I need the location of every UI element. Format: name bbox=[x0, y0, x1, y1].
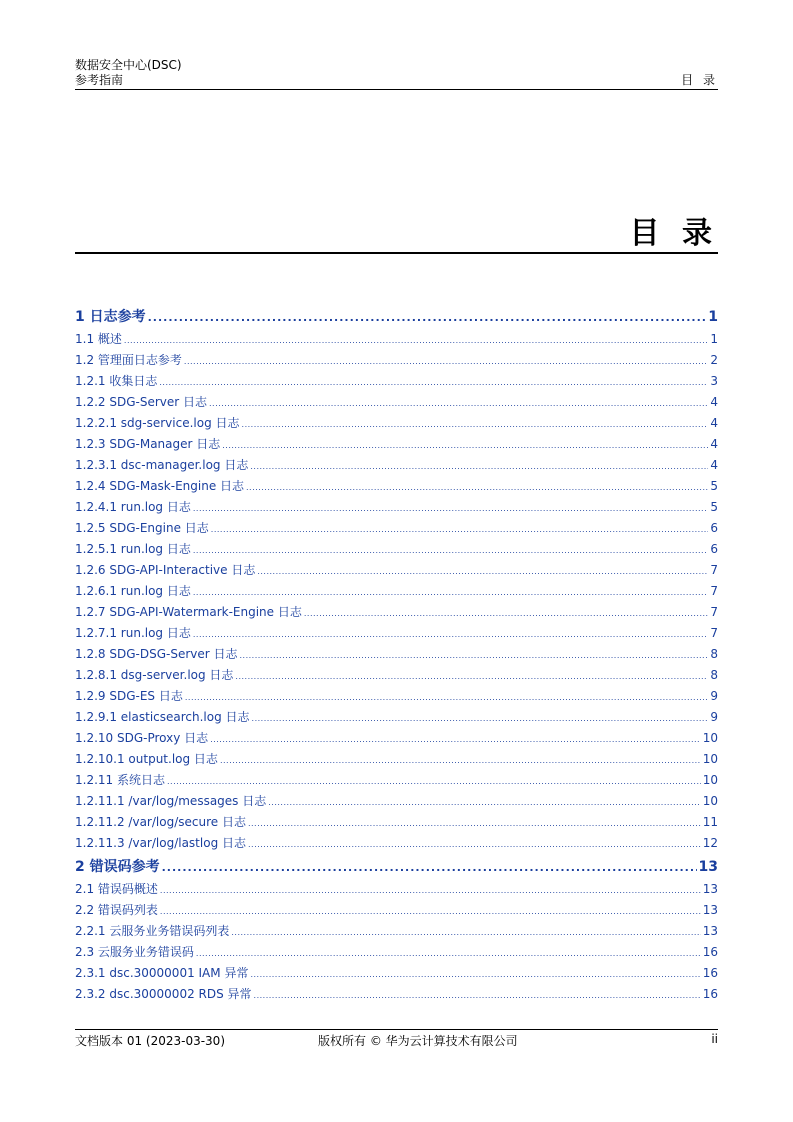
toc-leader-dots bbox=[184, 350, 708, 372]
toc-entry[interactable] bbox=[75, 900, 718, 921]
toc-entry-label: 1.2.4 SDG-Mask-Engine 日志 bbox=[75, 479, 245, 493]
toc-entry-page-number: 9 bbox=[710, 689, 718, 703]
toc-leader-dots bbox=[185, 686, 709, 708]
toc-entry-page-number: 2 bbox=[710, 353, 718, 367]
toc-leader-dots bbox=[196, 942, 701, 964]
toc-entry-label: 2.3.1 dsc.30000001 IAM 异常 bbox=[75, 966, 249, 980]
toc-entry-label: 1 日志参考 bbox=[75, 309, 146, 325]
toc-entry[interactable] bbox=[75, 686, 718, 707]
toc-entry[interactable] bbox=[75, 856, 718, 879]
toc-entry-page-number: 12 bbox=[702, 836, 718, 850]
toc-entry[interactable] bbox=[75, 728, 718, 749]
title-divider bbox=[75, 252, 718, 254]
toc-leader-dots bbox=[210, 728, 701, 750]
toc-entry-label: 1.2.9 SDG-ES 日志 bbox=[75, 689, 183, 703]
toc-entry-label: 1.2.10.1 output.log 日志 bbox=[75, 752, 218, 766]
toc-entry[interactable] bbox=[75, 984, 718, 1005]
toc-entry-label: 1.2.5 SDG-Engine 日志 bbox=[75, 521, 209, 535]
toc-entry-label: 1.2.2 SDG-Server 日志 bbox=[75, 395, 208, 409]
toc-leader-dots bbox=[160, 879, 701, 901]
toc-leader-dots bbox=[193, 623, 708, 645]
toc-entry-page-number: 7 bbox=[710, 584, 718, 598]
toc-entry-page-number: 9 bbox=[710, 710, 718, 724]
toc-entry-label: 1.2.6.1 run.log 日志 bbox=[75, 584, 191, 598]
toc-entry-page-number: 6 bbox=[710, 521, 718, 535]
header-product-name: 数据安全中心(DSC) bbox=[75, 58, 182, 72]
toc-entry-page-number: 5 bbox=[710, 500, 718, 514]
toc-entry-label: 1.2.3 SDG-Manager 日志 bbox=[75, 437, 221, 451]
toc-entry-label: 1.2.7.1 run.log 日志 bbox=[75, 626, 191, 640]
toc-entry[interactable] bbox=[75, 350, 718, 371]
toc-entry[interactable] bbox=[75, 581, 718, 602]
toc-entry-label: 1.2.2.1 sdg-service.log 日志 bbox=[75, 416, 240, 430]
toc-entry[interactable] bbox=[75, 833, 718, 854]
toc-entry-page-number: 16 bbox=[702, 945, 718, 959]
toc-entry[interactable] bbox=[75, 963, 718, 984]
toc-entry-label: 1.2.7 SDG-API-Watermark-Engine 日志 bbox=[75, 605, 302, 619]
toc-entry[interactable] bbox=[75, 497, 718, 518]
toc-leader-dots bbox=[193, 581, 708, 603]
toc-leader-dots bbox=[167, 770, 701, 792]
table-of-contents bbox=[75, 306, 718, 1005]
toc-entry-label: 1.2.11 系统日志 bbox=[75, 773, 165, 787]
toc-entry-page-number: 4 bbox=[710, 395, 718, 409]
toc-entry-page-number: 13 bbox=[702, 903, 718, 917]
toc-entry-page-number: 4 bbox=[710, 416, 718, 430]
toc-leader-dots bbox=[162, 856, 697, 879]
toc-entry[interactable] bbox=[75, 434, 718, 455]
toc-entry[interactable] bbox=[75, 707, 718, 728]
toc-entry-label: 1.2.11.3 /var/log/lastlog 日志 bbox=[75, 836, 246, 850]
toc-leader-dots bbox=[160, 900, 701, 922]
toc-entry-page-number: 1 bbox=[710, 332, 718, 346]
toc-leader-dots bbox=[248, 833, 701, 855]
toc-entry-label: 1.2.8.1 dsg-server.log 日志 bbox=[75, 668, 234, 682]
toc-entry[interactable] bbox=[75, 476, 718, 497]
toc-entry-page-number: 13 bbox=[702, 882, 718, 896]
toc-entry-label: 1.2.6 SDG-API-Interactive 日志 bbox=[75, 563, 256, 577]
toc-entry[interactable] bbox=[75, 539, 718, 560]
toc-entry-label: 1.2 管理面日志参考 bbox=[75, 353, 182, 367]
toc-leader-dots bbox=[209, 392, 708, 414]
toc-leader-dots bbox=[231, 921, 700, 943]
header-left bbox=[75, 58, 182, 88]
toc-entry-page-number: 7 bbox=[710, 563, 718, 577]
toc-leader-dots bbox=[211, 518, 709, 540]
toc-entry-label: 1.2.3.1 dsc-manager.log 日志 bbox=[75, 458, 249, 472]
toc-entry-page-number: 4 bbox=[710, 437, 718, 451]
toc-entry-page-number: 10 bbox=[702, 752, 718, 766]
toc-entry-label: 2 错误码参考 bbox=[75, 859, 160, 875]
toc-entry-page-number: 16 bbox=[702, 966, 718, 980]
toc-leader-dots bbox=[252, 707, 709, 729]
toc-entry[interactable] bbox=[75, 623, 718, 644]
toc-leader-dots bbox=[124, 329, 708, 351]
toc-entry-label: 2.2.1 云服务业务错误码列表 bbox=[75, 924, 230, 938]
header-divider bbox=[75, 89, 718, 90]
toc-entry-page-number: 8 bbox=[710, 647, 718, 661]
toc-entry[interactable] bbox=[75, 306, 718, 329]
toc-leader-dots bbox=[250, 963, 700, 985]
toc-entry[interactable] bbox=[75, 921, 718, 942]
toc-entry-page-number: 4 bbox=[710, 458, 718, 472]
toc-entry[interactable] bbox=[75, 602, 718, 623]
toc-entry-label: 1.2.11.1 /var/log/messages 日志 bbox=[75, 794, 267, 808]
toc-entry-page-number: 1 bbox=[708, 309, 718, 325]
toc-entry-page-number: 6 bbox=[710, 542, 718, 556]
toc-leader-dots bbox=[159, 371, 708, 393]
toc-entry-label: 2.3.2 dsc.30000002 RDS 异常 bbox=[75, 987, 252, 1001]
toc-leader-dots bbox=[250, 455, 708, 477]
toc-entry-page-number: 11 bbox=[702, 815, 718, 829]
toc-entry-page-number: 7 bbox=[710, 605, 718, 619]
toc-entry-label: 2.2 错误码列表 bbox=[75, 903, 158, 917]
toc-entry-page-number: 7 bbox=[710, 626, 718, 640]
toc-entry[interactable] bbox=[75, 879, 718, 900]
footer-copyright: 版权所有 © 华为云计算技术有限公司 bbox=[318, 1034, 518, 1048]
toc-leader-dots bbox=[220, 749, 701, 771]
toc-entry-page-number: 5 bbox=[710, 479, 718, 493]
toc-leader-dots bbox=[222, 434, 708, 456]
toc-entry[interactable] bbox=[75, 749, 718, 770]
toc-entry-label: 1.2.4.1 run.log 日志 bbox=[75, 500, 191, 514]
toc-entry[interactable] bbox=[75, 371, 718, 392]
toc-entry[interactable] bbox=[75, 560, 718, 581]
toc-leader-dots bbox=[235, 665, 708, 687]
toc-entry-page-number: 16 bbox=[702, 987, 718, 1001]
toc-leader-dots bbox=[148, 306, 707, 329]
toc-entry[interactable] bbox=[75, 812, 718, 833]
toc-entry-page-number: 10 bbox=[702, 794, 718, 808]
toc-entry-label: 2.1 错误码概述 bbox=[75, 882, 158, 896]
toc-entry-page-number: 10 bbox=[702, 773, 718, 787]
toc-leader-dots bbox=[254, 984, 701, 1006]
toc-entry-page-number: 3 bbox=[710, 374, 718, 388]
page-title: 目 录 bbox=[629, 216, 718, 251]
toc-entry[interactable] bbox=[75, 644, 718, 665]
toc-leader-dots bbox=[193, 539, 708, 561]
toc-leader-dots bbox=[304, 602, 709, 624]
footer-divider bbox=[75, 1029, 718, 1030]
toc-entry[interactable] bbox=[75, 518, 718, 539]
header-doc-type: 参考指南 bbox=[75, 73, 124, 87]
toc-entry-page-number: 8 bbox=[710, 668, 718, 682]
toc-entry[interactable] bbox=[75, 413, 718, 434]
header-section-name: 目 录 bbox=[681, 73, 718, 87]
toc-entry-label: 1.2.11.2 /var/log/secure 日志 bbox=[75, 815, 246, 829]
toc-entry-label: 1.2.9.1 elasticsearch.log 日志 bbox=[75, 710, 250, 724]
toc-entry[interactable] bbox=[75, 770, 718, 791]
toc-leader-dots bbox=[242, 413, 709, 435]
toc-entry[interactable] bbox=[75, 942, 718, 963]
toc-leader-dots bbox=[248, 812, 701, 834]
toc-entry[interactable] bbox=[75, 791, 718, 812]
toc-entry-page-number: 10 bbox=[702, 731, 718, 745]
toc-entry-label: 1.2.10 SDG-Proxy 日志 bbox=[75, 731, 209, 745]
toc-leader-dots bbox=[240, 644, 709, 666]
toc-entry-label: 2.3 云服务业务错误码 bbox=[75, 945, 194, 959]
toc-entry[interactable] bbox=[75, 392, 718, 413]
toc-leader-dots bbox=[257, 560, 708, 582]
toc-entry[interactable] bbox=[75, 329, 718, 350]
toc-entry[interactable] bbox=[75, 665, 718, 686]
toc-entry-page-number: 13 bbox=[702, 924, 718, 938]
toc-entry-label: 1.2.1 收集日志 bbox=[75, 374, 158, 388]
footer-page-number: ii bbox=[711, 1032, 718, 1046]
toc-leader-dots bbox=[193, 497, 708, 519]
toc-entry-label: 1.2.8 SDG-DSG-Server 日志 bbox=[75, 647, 238, 661]
footer-version: 文档版本 01 (2023-03-30) bbox=[75, 1034, 226, 1048]
toc-entry-label: 1.1 概述 bbox=[75, 332, 122, 346]
toc-entry[interactable] bbox=[75, 455, 718, 476]
toc-entry-label: 1.2.5.1 run.log 日志 bbox=[75, 542, 191, 556]
toc-leader-dots bbox=[268, 791, 700, 813]
toc-leader-dots bbox=[246, 476, 708, 498]
toc-entry-page-number: 13 bbox=[698, 859, 718, 875]
